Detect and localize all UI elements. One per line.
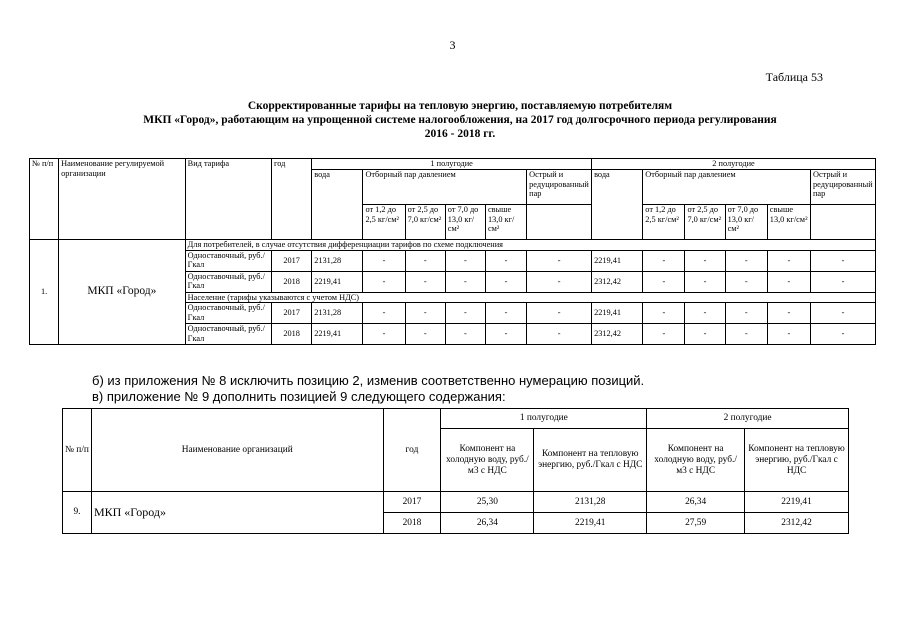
dash-cell: - [527, 324, 592, 345]
header-water-2: вода [592, 170, 643, 240]
header-org: Наименование регулируемой организации [59, 159, 186, 240]
water-half1: 2131,28 [312, 303, 363, 324]
dash-cell: - [685, 250, 725, 271]
page-number: 3 [449, 38, 456, 52]
dash-cell: - [527, 303, 592, 324]
dash-cell: - [445, 303, 485, 324]
dash-cell: - [643, 303, 685, 324]
dash-cell: - [527, 271, 592, 292]
dash-cell: - [445, 271, 485, 292]
dash-cell: - [445, 324, 485, 345]
group-label-2: Население (тарифы указываются с учетом НДС) [185, 292, 875, 303]
header-heat-1: Компонент на тепловую энергию, руб./Гкал с НДС [534, 429, 647, 492]
title-line-3: 2016 - 2018 гг. [424, 128, 496, 140]
heat-half1: 2219,41 [534, 513, 647, 534]
pressure-4-b: свыше 13,0 кг/см² [767, 205, 810, 240]
header-cold-water-1: Компонент на холодную воду, руб./м3 с НДС [441, 429, 534, 492]
header-half1: 1 полугодие [312, 159, 592, 170]
table-number: Таблица 53 [765, 70, 823, 84]
year: 2018 [272, 324, 312, 345]
cold-water-half2: 26,34 [647, 492, 745, 513]
dash-cell: - [767, 303, 810, 324]
year: 2017 [272, 303, 312, 324]
pressure-1-b: от 1,2 до 2,5 кг/см² [643, 205, 685, 240]
pressure-3-a: от 7,0 до 13,0 кг/см² [445, 205, 485, 240]
header-cold-water-2: Компонент на холодную воду, руб./м3 с НДС [647, 429, 745, 492]
water-half1: 2219,41 [312, 324, 363, 345]
row-num: 1. [30, 240, 59, 345]
dash-cell: - [810, 271, 875, 292]
paragraph-v: в) приложение № 9 дополнить позицией 9 следующего содержания: [92, 389, 506, 404]
dash-cell: - [445, 250, 485, 271]
tariff-type: Одноставочный, руб./Гкал [185, 250, 271, 271]
paragraph-b: б) из приложения № 8 исключить позицию 2, изменив соответственно нумерацию позиций. [92, 373, 645, 388]
cold-water-half2: 27,59 [647, 513, 745, 534]
tariff-type: Одноставочный, руб./Гкал [185, 271, 271, 292]
dash-cell: - [725, 324, 767, 345]
header-year: год [383, 409, 441, 492]
dash-cell: - [485, 324, 526, 345]
heat-half1: 2131,28 [534, 492, 647, 513]
water-half2: 2312,42 [592, 324, 643, 345]
water-half2: 2219,41 [592, 303, 643, 324]
header-sharp-1: Острый и редуцированный пар [527, 170, 592, 205]
dash-cell: - [685, 324, 725, 345]
water-half2: 2312,42 [592, 271, 643, 292]
tariff-type: Одноставочный, руб./Гкал [185, 324, 271, 345]
org-name: МКП «Город» [59, 240, 186, 345]
header-sharp-2: Острый и редуцированный пар [810, 170, 875, 205]
year: 2017 [383, 492, 441, 513]
appendix-table [62, 408, 849, 534]
header-heat-2: Компонент на тепловую энергию, руб./Гкал с НДС [745, 429, 849, 492]
year: 2018 [272, 271, 312, 292]
title-line-1: Скорректированные тарифы на тепловую энергию, поставляемую потребителям [247, 100, 673, 112]
dash-cell: - [485, 250, 526, 271]
row-num: 9. [63, 492, 92, 534]
dash-cell: - [643, 250, 685, 271]
dash-cell: - [685, 271, 725, 292]
pressure-3-b: от 7,0 до 13,0 кг/см² [725, 205, 767, 240]
header-half1: 1 полугодие [441, 409, 647, 429]
pressure-4-a: свыше 13,0 кг/см² [485, 205, 526, 240]
title-line-2: МКП «Город», работающим на упрощенной системе налогообложения, на 2017 год долгосрочного периода регулирования [143, 114, 777, 126]
dash-cell: - [810, 324, 875, 345]
dash-cell: - [485, 303, 526, 324]
dash-cell: - [405, 303, 445, 324]
header-half2: 2 полугодие [592, 159, 876, 170]
dash-cell: - [810, 303, 875, 324]
header-year: год [272, 159, 312, 240]
tariff-type: Одноставочный, руб./Гкал [185, 303, 271, 324]
heat-half2: 2219,41 [745, 492, 849, 513]
dash-cell: - [363, 271, 405, 292]
dash-cell: - [405, 324, 445, 345]
header-org: Наименование организаций [91, 409, 383, 492]
year: 2018 [383, 513, 441, 534]
dash-cell: - [685, 303, 725, 324]
header-num: № п/п [63, 409, 92, 492]
dash-cell: - [725, 303, 767, 324]
header-num: № п/п [30, 159, 59, 240]
tariff-table [29, 158, 876, 345]
header-half2: 2 полугодие [647, 409, 849, 429]
dash-cell: - [767, 271, 810, 292]
pressure-1-a: от 1,2 до 2,5 кг/см² [363, 205, 405, 240]
group-label-1: Для потребителей, в случае отсутствия дифференциации тарифов по схеме подключения [185, 240, 875, 251]
dash-cell: - [767, 324, 810, 345]
pressure-empty-a [527, 205, 592, 240]
dash-cell: - [810, 250, 875, 271]
dash-cell: - [363, 250, 405, 271]
dash-cell: - [643, 271, 685, 292]
dash-cell: - [405, 271, 445, 292]
pressure-2-a: от 2,5 до 7,0 кг/см² [405, 205, 445, 240]
header-steam-2: Отборный пар давлением [643, 170, 811, 205]
dash-cell: - [405, 250, 445, 271]
pressure-empty-b [810, 205, 875, 240]
cold-water-half1: 25,30 [441, 492, 534, 513]
water-half1: 2219,41 [312, 271, 363, 292]
org-name: МКП «Город» [91, 492, 383, 534]
pressure-2-b: от 2,5 до 7,0 кг/см² [685, 205, 725, 240]
dash-cell: - [725, 250, 767, 271]
water-half2: 2219,41 [592, 250, 643, 271]
dash-cell: - [643, 324, 685, 345]
header-steam-1: Отборный пар давлением [363, 170, 527, 205]
dash-cell: - [363, 324, 405, 345]
table-row [63, 492, 849, 513]
dash-cell: - [485, 271, 526, 292]
water-half1: 2131,28 [312, 250, 363, 271]
document-title [60, 99, 860, 141]
header-tariff-type: Вид тарифа [185, 159, 271, 240]
header-water-1: вода [312, 170, 363, 240]
dash-cell: - [363, 303, 405, 324]
dash-cell: - [767, 250, 810, 271]
dash-cell: - [725, 271, 767, 292]
heat-half2: 2312,42 [745, 513, 849, 534]
year: 2017 [272, 250, 312, 271]
dash-cell: - [527, 250, 592, 271]
cold-water-half1: 26,34 [441, 513, 534, 534]
